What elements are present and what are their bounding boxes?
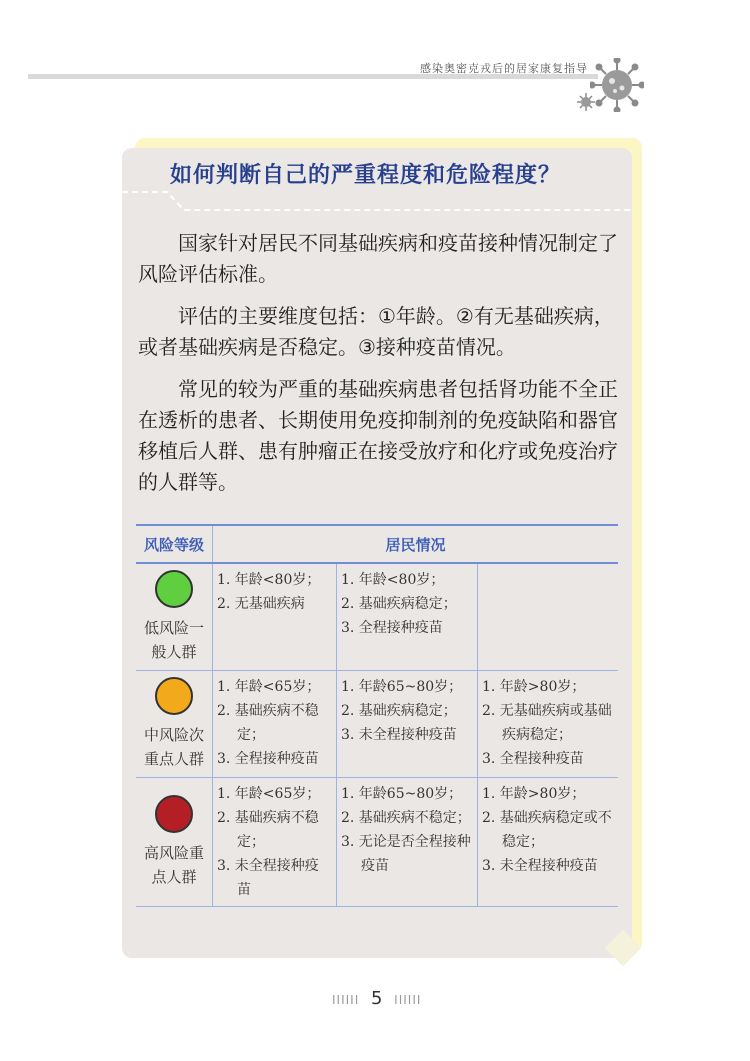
risk-level-label: 低风险一 [143,619,204,637]
virus-small-icon [576,92,596,112]
situation-item: 1. 年龄<80岁； [341,572,445,588]
risk-table-body [136,563,618,907]
footer-bars-right: IIIIII [394,993,422,1007]
situation-cell [337,671,478,778]
circle-icon [155,570,193,608]
title-dashed-divider [122,190,632,214]
situation-item: 1. 年龄>80岁； [482,786,586,802]
situation-item: 2. 基础疾病不稳定； [217,810,319,850]
situation-item: 2. 基础疾病不稳定； [341,810,471,826]
column-header-level: 风险等级 [136,525,213,563]
situation-item: 3. 全程接种疫苗 [482,751,584,767]
risk-level-cell [136,563,213,671]
risk-level-label: 高风险重 [143,844,204,862]
page-footer [332,988,421,1009]
table-row [136,563,618,671]
situation-cell [478,563,619,671]
risk-level-label: 重点人群 [143,750,204,768]
situation-item: 3. 未全程接种疫苗 [217,858,319,898]
situation-item: 3. 未全程接种疫苗 [341,727,457,743]
situation-item: 2. 基础疾病稳定或不稳定； [482,810,612,850]
situation-item: 2. 无基础疾病 [217,596,305,612]
situation-item: 3. 无论是否全程接种疫苗 [341,834,471,874]
situation-cell [213,778,337,907]
risk-level-label: 般人群 [151,643,197,661]
situation-cell [337,563,478,671]
table-header-row [136,525,618,563]
paragraph-2: 评估的主要维度包括：①年龄。②有无基础疾病，或者基础疾病是否稳定。③接种疫苗情况。 [138,304,614,359]
situation-item: 2. 无基础疾病或基础疾病稳定； [482,703,612,743]
situation-cell [213,563,337,671]
situation-item: 3. 全程接种疫苗 [341,620,443,636]
column-header-situation: 居民情况 [213,525,619,563]
header-title: 感染奥密克戎后的居家康复指导 [420,62,588,75]
situation-item: 1. 年龄65~80岁； [341,786,463,802]
circle-icon [155,677,193,715]
situation-item: 1. 年龄65~80岁； [341,679,463,695]
situation-cell [337,778,478,907]
table-row [136,671,618,778]
risk-level-label: 点人群 [151,868,197,886]
situation-item: 1. 年龄>80岁； [482,679,586,695]
circle-icon [155,795,193,833]
paragraph-1: 国家针对居民不同基础疾病和疫苗接种情况制定了风险评估标准。 [138,231,618,286]
situation-item: 1. 年龄<65岁； [217,679,321,695]
situation-item: 3. 未全程接种疫苗 [482,858,598,874]
situation-item: 2. 基础疾病稳定； [341,596,457,612]
situation-item: 1. 年龄<80岁； [217,572,321,588]
section-title: 如何判断自己的严重程度和危险程度？ [170,163,562,188]
situation-item: 1. 年龄<65岁； [217,786,321,802]
risk-table [136,524,618,907]
paragraph-3: 常见的较为严重的基础疾病患者包括肾功能不全正在透析的患者、长期使用免疫抑制剂的免疫缺陷和器官移植后人群、患有肿瘤正在接受放疗和化疗或免疫治疗的人群等。 [138,377,618,494]
table-row [136,778,618,907]
risk-level-cell [136,778,213,907]
virus-icon [590,58,644,112]
page-number: 5 [370,988,383,1009]
situation-item: 3. 全程接种疫苗 [217,751,319,767]
situation-cell [478,778,619,907]
risk-level-label: 中风险次 [143,726,204,744]
situation-item: 2. 基础疾病稳定； [341,703,457,719]
footer-bars-left: IIIIII [332,993,360,1007]
risk-level-cell [136,671,213,778]
situation-cell [213,671,337,778]
situation-item: 2. 基础疾病不稳定； [217,703,319,743]
situation-cell [478,671,619,778]
